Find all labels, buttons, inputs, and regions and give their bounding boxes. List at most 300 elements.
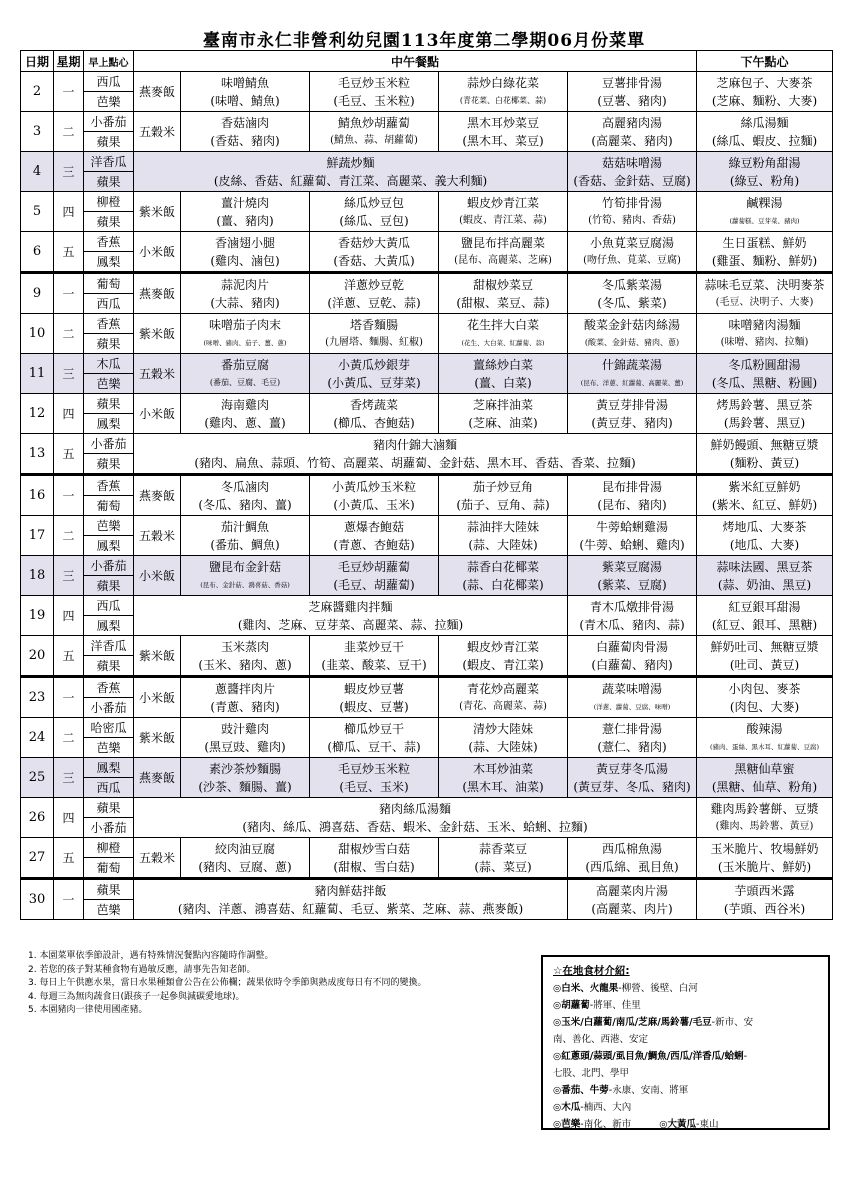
staple: 五穀米 [134,838,181,879]
main-dish-ingredients: (薑、豬肉) [216,213,274,228]
main-dish-ingredients: (豬肉、豆腐、蔥) [198,859,292,874]
pm-snack-name: 味噌豬肉湯麵 [728,317,801,332]
menu-row [21,596,833,616]
side-dish-name: 蝦皮炒豆薯 [343,681,404,696]
vegetable-dish-ingredients: (蒜、大陸妹) [468,739,538,754]
menu-row [21,434,833,454]
am-fruit: 小番茄 [84,556,134,576]
pm-snack [697,516,833,556]
lunch-merged-ingredients: (豬肉、絲瓜、鴻喜菇、香菇、蝦米、金針菇、玉米、蛤蜊、拉麵) [242,819,588,834]
day-weekday: 二 [54,314,84,354]
am-fruit: 蘋果 [84,879,134,900]
pm-snack-name: 蒜味法國、黑豆茶 [716,559,813,574]
vegetable-dish-name: 芝麻拌油菜 [472,397,533,412]
pm-snack [697,314,833,354]
staple: 五穀米 [134,354,181,394]
main-dish [181,394,310,434]
local-item-text: -柳營、後壁、白河 [618,983,698,994]
vegetable-dish-name: 蒜香白花椰菜 [466,559,539,574]
main-dish-name: 豉汁雞肉 [220,721,269,736]
menu-row [21,192,833,212]
staple: 小米飯 [134,556,181,596]
main-dish-name: 冬瓜滷肉 [220,479,269,494]
side-dish-ingredients: (九層塔、麵腸、紅椒) [325,336,423,348]
local-item-text: 南、善化、西港、安定 [553,1034,649,1045]
am-fruit: 葡萄 [84,273,134,294]
day-weekday: 三 [54,758,84,798]
note-item: 3. 每日上午供應水果，當日水果種類會公告在公佈欄；蔬果依時令季節與熟成度每日有不同的變換。 [28,978,427,988]
vegetable-dish [439,677,568,718]
day-date: 16 [21,475,54,516]
am-fruit: 鳳梨 [84,536,134,556]
side-dish-name: 毛豆炒玉米粒 [337,761,410,776]
lunch-merged [134,596,568,636]
vegetable-dish-name: 蝦皮炒青江菜 [466,195,539,210]
am-fruit: 香蕉 [84,677,134,698]
pm-snack [697,879,833,920]
vegetable-dish-name: 蒜炒白綠花菜 [466,75,539,90]
pm-snack-ingredients: (玉米脆片、鮮奶) [717,859,812,874]
local-item-label: ◎番茄、牛蒡 [553,1085,609,1096]
day-date: 10 [21,314,54,354]
am-fruit: 蘋果 [84,798,134,818]
main-dish [181,232,310,273]
main-dish-name: 蔥醬拌肉片 [214,681,275,696]
day-weekday: 四 [54,394,84,434]
soup [568,112,697,152]
vegetable-dish-name: 蝦皮炒青江菜 [466,639,539,654]
day-weekday: 四 [54,798,84,838]
soup-ingredients: (竹筍、豬肉、香菇) [588,214,676,226]
day-weekday: 三 [54,152,84,192]
soup-ingredients: (高麗菜、肉片) [591,901,673,916]
side-dish [310,838,439,879]
staple: 燕麥飯 [134,475,181,516]
staple: 小米飯 [134,677,181,718]
local-item-label: ◎白米、火龍果 [553,983,619,994]
day-weekday: 五 [54,636,84,677]
vegetable-dish-ingredients: (甜椒、菜豆、蒜) [456,295,550,310]
vegetable-dish-name: 黑木耳炒菜豆 [466,115,539,130]
pm-snack-name: 烤地瓜、大麥茶 [722,519,807,534]
main-dish [181,475,310,516]
day-date: 11 [21,354,54,394]
day-date: 30 [21,879,54,920]
side-dish-ingredients: (櫛瓜、杏鮑菇) [333,415,415,430]
pm-snack [697,838,833,879]
soup-name: 牛蒡蛤蜊雞湯 [596,519,669,534]
am-fruit: 鳳梨 [84,616,134,636]
main-dish [181,112,310,152]
soup-ingredients: (豆薯、豬肉) [597,93,667,108]
day-weekday: 一 [54,879,84,920]
vegetable-dish [439,636,568,677]
side-dish-ingredients: (櫛瓜、豆干、蒜) [327,739,421,754]
local-item-text: -南化、新市 [580,1119,632,1130]
side-dish [310,516,439,556]
am-fruit: 蘋果 [84,576,134,596]
staple: 燕麥飯 [134,758,181,798]
note-item: 1. 本園菜單依季節設計，遇有特殊情況餐點內容隨時作調整。 [28,951,274,961]
header-lunch: 中午餐點 [134,51,697,72]
vegetable-dish-ingredients: (昆布、高麗菜、芝麻) [454,254,552,266]
soup-ingredients: (吻仔魚、莧菜、豆腐) [583,254,681,266]
side-dish-name: 小黃瓜炒玉米粒 [331,479,416,494]
pm-snack-ingredients: (紅豆、銀耳、黑糖) [711,617,818,632]
menu-row [21,516,833,536]
day-weekday: 四 [54,596,84,636]
day-date: 2 [21,72,54,112]
soup-name: 什錦蔬菜湯 [602,357,663,372]
pm-snack-ingredients: (芋頭、西谷米) [723,901,806,916]
soup-ingredients: (青木瓜、豬肉、蒜) [579,617,685,632]
side-dish-name: 洋蔥炒豆乾 [343,277,404,292]
pm-snack-ingredients: (雞蛋、麵粉、鮮奶) [711,253,818,268]
soup-name: 黃豆芽冬瓜湯 [596,761,669,776]
soup-ingredients: (香菇、金針菇、豆腐) [573,173,691,188]
side-dish-name: 鯖魚炒胡蘿蔔 [337,115,410,130]
main-dish-name: 薑汁燒肉 [220,195,269,210]
vegetable-dish-name: 鹽昆布拌高麗菜 [460,235,545,250]
pm-snack-ingredients: (芝麻、麵粉、大麥) [711,93,818,108]
side-dish [310,394,439,434]
am-fruit: 柳橙 [84,838,134,858]
staple: 紫米飯 [134,718,181,758]
lunch-merged [134,798,697,838]
menu-row [21,394,833,414]
day-weekday: 三 [54,556,84,596]
vegetable-dish-ingredients: (蒜、大陸妹) [468,537,538,552]
vegetable-dish [439,475,568,516]
soup-name: 白蘿蔔肉骨湯 [596,639,669,654]
menu-body [21,72,833,920]
side-dish-name: 蔥爆杏鮑菇 [343,519,404,534]
menu-row [21,636,833,656]
day-date: 27 [21,838,54,879]
side-dish [310,556,439,596]
soup-ingredients: (黃豆芽、豬肉) [591,415,673,430]
pm-snack-name: 絲瓜湯麵 [740,115,789,130]
soup-name: 黃豆芽排骨湯 [596,397,669,412]
day-weekday: 五 [54,434,84,475]
pm-snack [697,152,833,192]
side-dish-name: 毛豆炒胡蘿蔔 [337,559,410,574]
soup-ingredients: (紫菜、豆腐) [597,577,667,592]
am-fruit: 西瓜 [84,778,134,798]
am-fruit: 哈密瓜 [84,718,134,738]
lunch-merged-name: 豬肉鮮菇拌飯 [314,883,387,898]
menu-row [21,354,833,374]
lunch-merged-ingredients: (皮絲、香菇、紅蘿蔔、青江菜、高麗菜、義大利麵) [213,173,488,188]
pm-snack-ingredients: (紫米、紅豆、鮮奶) [711,497,818,512]
day-weekday: 一 [54,72,84,112]
day-date: 18 [21,556,54,596]
soup [568,677,697,718]
soup-name: 蔬菜味噌湯 [602,681,663,696]
day-weekday: 五 [54,838,84,879]
side-dish [310,354,439,394]
local-ingredients-box [541,955,830,1130]
soup-ingredients: (薏仁、豬肉) [597,739,667,754]
vegetable-dish-ingredients: (茄子、豆角、蒜) [456,497,550,512]
soup-name: 竹筍排骨湯 [602,195,663,210]
day-date: 13 [21,434,54,475]
side-dish [310,758,439,798]
staple: 紫米飯 [134,192,181,232]
menu-row [21,152,833,172]
lunch-merged [134,434,697,475]
vegetable-dish-ingredients: (蝦皮、青江菜、蒜) [459,214,547,226]
main-dish [181,516,310,556]
day-date: 25 [21,758,54,798]
vegetable-dish-name: 薑絲炒白菜 [472,357,533,372]
pm-snack-name: 鹹粿湯 [746,195,783,210]
main-dish-name: 素沙茶炒麵腸 [208,761,281,776]
menu-table [20,50,833,920]
am-fruit: 香蕉 [84,232,134,252]
vegetable-dish-ingredients: (蒜、白花椰菜) [462,577,544,592]
note-item: 2. 若您的孩子對某種食物有過敏反應，請事先告知老師。 [28,964,256,975]
pm-snack-ingredients: (吐司、黃豆) [729,657,800,672]
am-fruit: 小番茄 [84,434,134,454]
soup-name: 西瓜棉魚湯 [602,841,663,856]
pm-snack-ingredients: (黑糖、仙草、粉角) [711,779,818,794]
vegetable-dish [439,394,568,434]
day-weekday: 一 [54,677,84,718]
menu-row [21,556,833,576]
side-dish-name: 香烤蔬菜 [349,397,398,412]
soup [568,192,697,232]
day-date: 20 [21,636,54,677]
am-fruit: 香蕉 [84,475,134,496]
pm-snack [697,112,833,152]
side-dish [310,636,439,677]
pm-snack-name: 芋頭西米露 [734,883,795,898]
side-dish-ingredients: (鯖魚、蒜、胡蘿蔔) [330,134,418,146]
soup-name: 高麗菜肉片湯 [596,883,669,898]
vegetable-dish-name: 清炒大陸妹 [472,721,533,736]
menu-row [21,798,833,818]
main-dish-name: 茄汁鯛魚 [220,519,269,534]
pm-snack [697,434,833,475]
pm-snack-ingredients: (絲瓜、蝦皮、拉麵) [711,133,818,148]
staple: 燕麥飯 [134,273,181,314]
soup [568,838,697,879]
pm-snack-name: 蒜味毛豆菜、決明麥茶 [704,277,825,292]
main-dish-ingredients: (沙茶、麵腸、薑) [198,779,292,794]
side-dish [310,192,439,232]
am-fruit: 葡萄 [84,858,134,879]
pm-snack-name: 紅豆銀耳甜湯 [728,599,801,614]
day-date: 5 [21,192,54,232]
am-fruit: 鳳梨 [84,758,134,778]
soup [568,758,697,798]
staple: 五穀米 [134,516,181,556]
staple: 紫米飯 [134,636,181,677]
pm-snack-name: 鮮奶饅頭、無糖豆漿 [710,437,819,452]
local-item-label: ◎紅蔥頭/蒜頭/虱目魚/鯛魚/西瓜/洋香瓜/蛤蜊 [553,1051,744,1062]
pm-snack-name: 黑糖仙草蜜 [734,761,795,776]
header-week: 星期 [54,51,84,72]
main-dish-name: 海南雞肉 [220,397,269,412]
main-dish [181,273,310,314]
main-dish-ingredients: (味噌、鯖魚) [210,93,280,108]
note-item: 4. 每週三為無肉蔬食日(跟孩子一起參與減碳愛地球)。 [28,991,245,1002]
main-dish-name: 絞肉油豆腐 [214,841,275,856]
side-dish-ingredients: (洋蔥、豆乾、蒜) [327,295,421,310]
vegetable-dish-name: 木耳炒油菜 [472,761,533,776]
main-dish-ingredients: (味噌、豬肉、茄子、薑、蔥) [203,338,287,347]
note-item: 5. 本園豬肉一律使用國產豬。 [28,1005,148,1015]
vegetable-dish [439,273,568,314]
am-fruit: 小番茄 [84,818,134,838]
side-dish-name: 櫛瓜炒豆干 [343,721,404,736]
pm-snack [697,677,833,718]
main-dish-ingredients: (香菇、豬肉) [210,133,280,148]
soup-name: 冬瓜紫菜湯 [602,277,663,292]
local-item-text: -東山 [696,1119,719,1130]
pm-snack-name: 雞肉馬鈴薯餅、豆漿 [710,801,819,816]
header-am: 早上點心 [84,51,134,72]
side-dish-ingredients: (絲瓜、豆包) [339,213,409,228]
soup [568,475,697,516]
soup-ingredients: (洋蔥、蘿蔔、豆腐、味噌) [593,702,671,711]
pm-snack-ingredients: (肉包、大麥) [729,699,800,714]
pm-snack [697,394,833,434]
vegetable-dish-name: 甜椒炒菜豆 [472,277,533,292]
vegetable-dish-name: 花生拌大白菜 [466,317,539,332]
vegetable-dish-ingredients: (青花、高麗菜、蒜) [459,700,547,712]
am-fruit: 洋香瓜 [84,152,134,172]
pm-snack [697,798,833,838]
pm-snack [697,232,833,273]
day-date: 9 [21,273,54,314]
main-dish-name: 鹽昆布金針菇 [208,559,281,574]
main-dish-name: 香菇滷肉 [220,115,269,130]
soup-ingredients: (酸菜、金針菇、豬肉、蔥) [584,337,680,347]
soup-ingredients: (西瓜綿、虱目魚) [585,859,679,874]
soup-name: 薏仁排骨湯 [602,721,663,736]
main-dish-ingredients: (番茄、豆腐、毛豆) [209,377,281,387]
lunch-merged [134,152,568,192]
am-fruit: 芭樂 [84,92,134,112]
am-fruit: 芭樂 [84,900,134,920]
menu-row [21,879,833,900]
pm-snack-name: 綠豆粉角甜湯 [728,155,801,170]
menu-row [21,758,833,778]
side-dish-ingredients: (小黃瓜、玉米) [333,497,415,512]
main-dish-ingredients: (番茄、鯛魚) [210,537,280,552]
day-weekday: 一 [54,475,84,516]
main-dish-ingredients: (昆布、金針菇、鴻喜菇、香菇) [200,580,290,589]
side-dish-ingredients: (蝦皮、豆薯) [339,699,409,714]
local-item-label: ◎木瓜 [553,1102,581,1113]
vegetable-dish-ingredients: (芝麻、油菜) [468,415,538,430]
side-dish [310,112,439,152]
day-date: 17 [21,516,54,556]
pm-snack [697,718,833,758]
side-dish [310,232,439,273]
side-dish [310,718,439,758]
side-dish-ingredients: (青蔥、杏鮑菇) [333,537,415,552]
staple: 五穀米 [134,112,181,152]
vegetable-dish-name: 青花炒高麗菜 [466,681,539,696]
side-dish-name: 韭菜炒豆干 [343,639,404,654]
main-dish [181,718,310,758]
menu-row [21,838,833,858]
vegetable-dish-ingredients: (花生、大白菜、紅蘿蔔、蒜) [461,338,545,347]
am-fruit: 蘋果 [84,334,134,354]
local-item-text: - [743,1051,748,1062]
vegetable-dish-ingredients: (黑木耳、油菜) [462,779,544,794]
lunch-merged [134,879,568,920]
pm-snack-ingredients: (綠豆、粉角) [729,173,800,188]
soup [568,72,697,112]
main-dish-ingredients: (冬瓜、豬肉、薑) [198,497,292,512]
local-item-text: 七股、北門、學甲 [553,1068,630,1079]
vegetable-dish [439,72,568,112]
vegetable-dish [439,192,568,232]
main-dish-ingredients: (雞肉、蔥、薑) [204,415,286,430]
pm-snack-ingredients: (馬鈴薯、黑豆) [723,415,806,430]
vegetable-dish [439,556,568,596]
am-fruit: 蘋果 [84,656,134,677]
side-dish-ingredients: (毛豆、胡蘿蔔) [333,577,415,592]
side-dish-ingredients: (香菇、大黃瓜) [333,253,415,268]
soup-name: 高麗豬肉湯 [602,115,663,130]
day-date: 4 [21,152,54,192]
main-dish [181,838,310,879]
vegetable-dish-name: 蒜香菜豆 [478,841,527,856]
pm-snack-ingredients: (毛豆、決明子、大麥) [715,296,814,308]
am-fruit: 西瓜 [84,596,134,616]
day-weekday: 五 [54,232,84,273]
local-title: ☆在地食材介紹: [553,965,630,977]
day-date: 3 [21,112,54,152]
pm-snack-name: 生日蛋糕、鮮奶 [722,235,807,250]
side-dish-ingredients: (毛豆、玉米粒) [333,93,415,108]
am-fruit: 蘋果 [84,132,134,152]
lunch-merged-ingredients: (雞肉、芝麻、豆芽菜、高麗菜、蒜、拉麵) [237,617,464,632]
main-dish-name: 番茄豆腐 [220,357,269,372]
side-dish-name: 甜椒炒雪白菇 [337,841,410,856]
vegetable-dish-name: 蒜油拌大陸妹 [466,519,539,534]
vegetable-dish-ingredients: (黑木耳、菜豆) [462,133,544,148]
pm-snack [697,636,833,677]
pm-snack [697,72,833,112]
am-fruit: 蘋果 [84,172,134,192]
pm-snack [697,273,833,314]
header-pm: 下午點心 [697,51,833,72]
soup [568,152,697,192]
pm-snack-ingredients: (地瓜、大麥) [729,537,800,552]
day-weekday: 二 [54,718,84,758]
side-dish-name: 毛豆炒玉米粒 [337,75,410,90]
pm-snack-name: 玉米脆片、牧場鮮奶 [710,841,819,856]
lunch-merged-name: 豬肉什錦大滷麵 [373,437,458,452]
lunch-merged-name: 芝麻醬雞肉拌麵 [308,599,393,614]
main-dish-name: 味噌茄子肉末 [208,317,281,332]
main-dish-name: 香滷翅小腿 [214,235,275,250]
soup-name: 豆薯排骨湯 [602,75,663,90]
side-dish-ingredients: (毛豆、玉米) [339,779,409,794]
am-fruit: 洋香瓜 [84,636,134,656]
staple: 燕麥飯 [134,72,181,112]
notes [28,950,426,1018]
day-weekday: 二 [54,112,84,152]
menu-row [21,232,833,252]
main-dish [181,354,310,394]
